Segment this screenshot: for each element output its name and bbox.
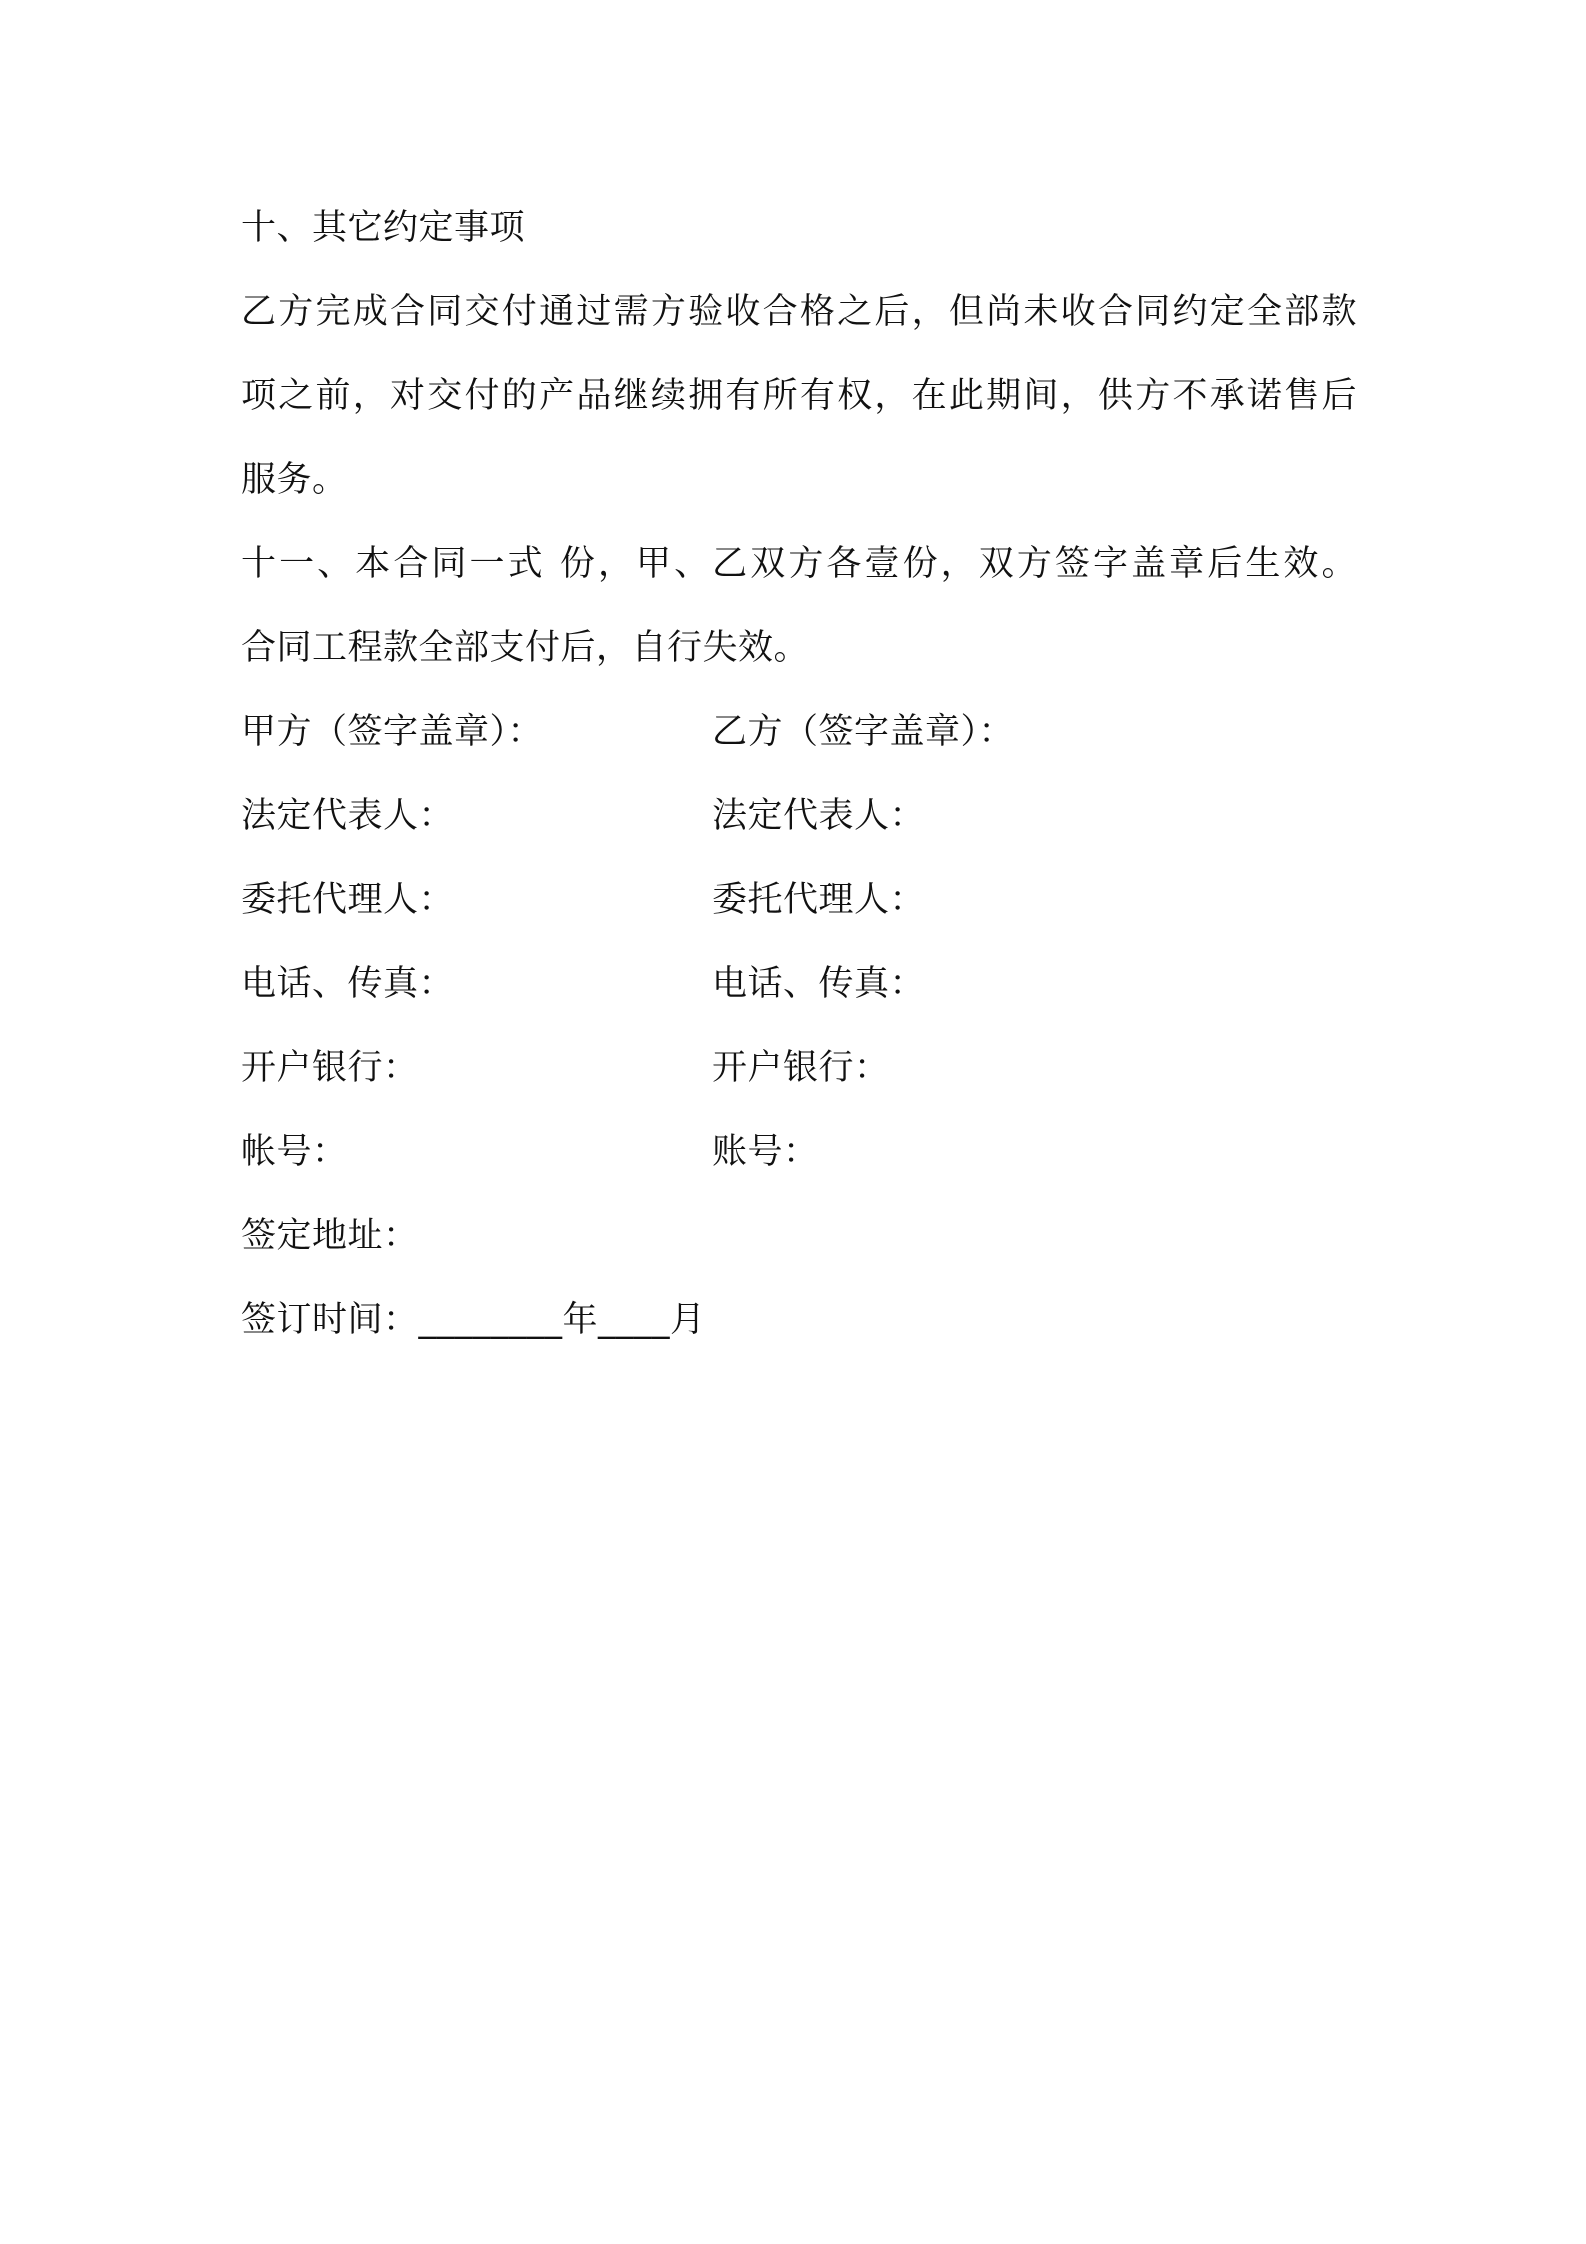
section-10-heading: 十、其它约定事项 [241, 208, 526, 248]
signing-date: 签订时间：________年____月 [241, 1300, 706, 1340]
party-a-legal-rep: 法定代表人： [241, 796, 455, 836]
party-b-phone-fax: 电话、传真： [712, 964, 926, 1004]
signing-address: 签定地址： [241, 1216, 419, 1256]
section-10-paragraph-line-2: 项之前，对交付的产品继续拥有所有权，在此期间，供方不承诺售后 [241, 376, 1357, 416]
party-b-legal-rep: 法定代表人： [712, 796, 926, 836]
party-b-title: 乙方（签字盖章）： [712, 712, 1015, 752]
party-b-agent: 委托代理人： [712, 880, 926, 920]
section-10-paragraph-line-3: 服务。 [241, 460, 348, 500]
section-11-line-1: 十一、本合同一式 份，甲、乙双方各壹份，双方签字盖章后生效。 [241, 544, 1357, 584]
party-a-agent: 委托代理人： [241, 880, 455, 920]
party-a-account: 帐号： [241, 1132, 348, 1172]
party-a-title: 甲方（签字盖章）： [241, 712, 544, 752]
party-a-bank: 开户银行： [241, 1048, 419, 1088]
party-a-phone-fax: 电话、传真： [241, 964, 455, 1004]
party-b-bank: 开户银行： [712, 1048, 890, 1088]
section-11-line-2: 合同工程款全部支付后，自行失效。 [241, 628, 810, 668]
party-b-account: 账号： [712, 1132, 819, 1172]
section-10-paragraph-line-1: 乙方完成合同交付通过需方验收合格之后，但尚未收合同约定全部款 [241, 292, 1357, 332]
